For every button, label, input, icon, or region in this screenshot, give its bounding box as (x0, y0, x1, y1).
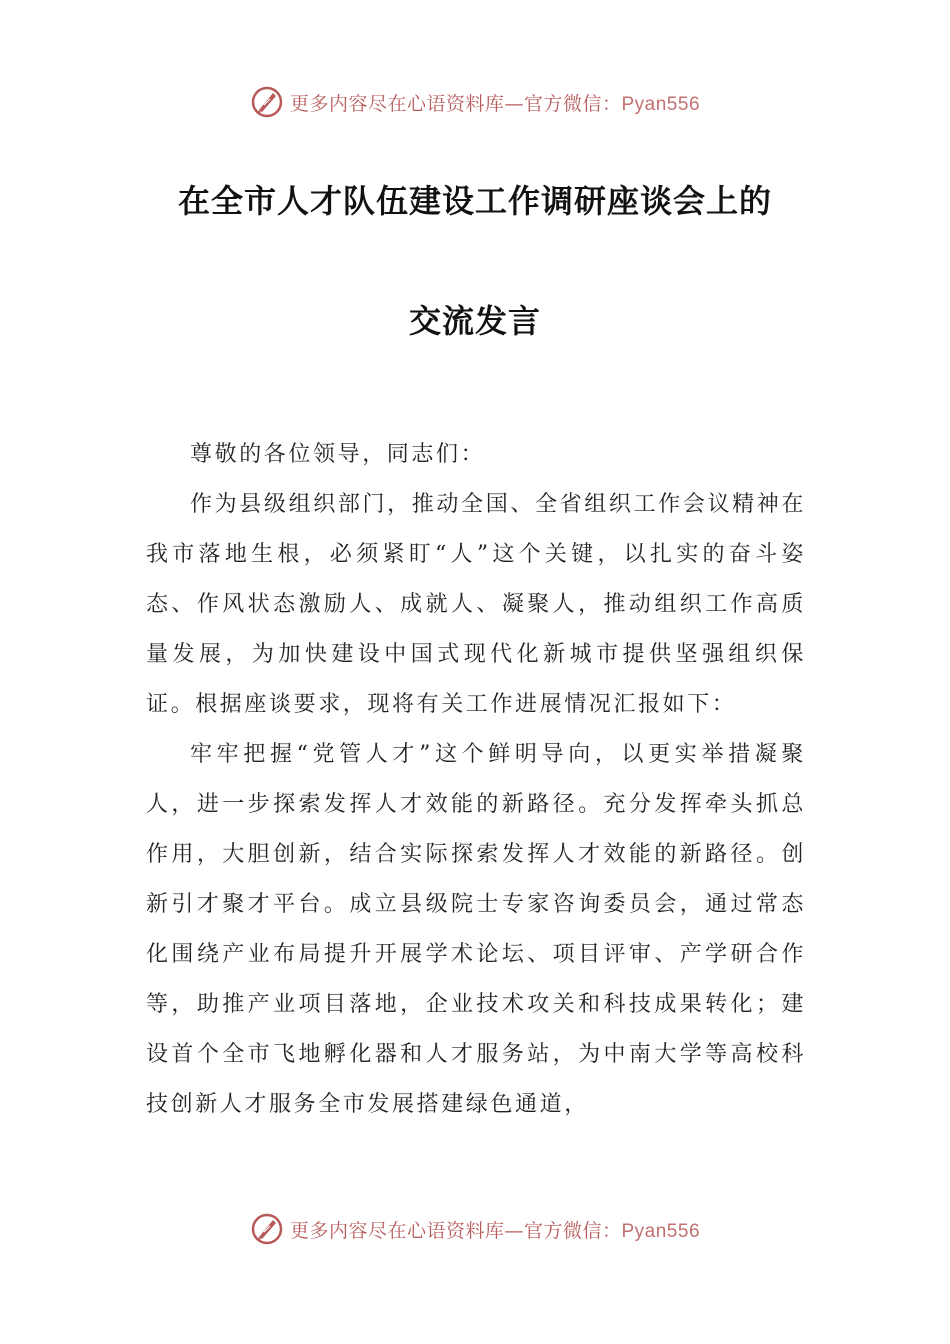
body-paragraph: 作为县级组织部门，推动全国、全省组织工作会议精神在我市落地生根，必须紧盯“人”这个关键，以扎实的奋斗姿态、作风状态激励人、成就人、凝聚人，推动组织工作高质量发展，为加快建设中国式现代化新城市提供坚强组织保证。根据座谈要求，现将有关工作进展情况汇报如下： (146, 492, 806, 717)
watermark-text (290, 89, 700, 116)
document-title-line2: 交流发言 (408, 302, 541, 340)
header-watermark-banner (0, 80, 950, 124)
body-paragraph: 牢牢把握“党管人才”这个鲜明导向，以更实举措凝聚人，进一步探索发挥人才效能的新路径。充分发挥牵头抓总作用，大胆创新，结合实际探索发挥人才效能的新路径。创新引才聚才平台。成立县级院士专家咨询委员会，通过常态化围绕产业布局提升开展学术论坛、项目评审、产学研合作等，助推产业项目落地，企业技术攻关和科技成果转化；建设首个全市飞地孵化器和人才服务站，为中南大学等高校科技创新人才服务全市发展搭建绿色通道， (146, 742, 806, 1117)
salutation-paragraph: 尊敬的各位领导，同志们： (190, 442, 486, 467)
watermark-cn-text: 更多内容尽在心语资料库—官方微信： (289, 92, 622, 115)
document-body (146, 430, 806, 1130)
quill-pen-logo-icon (250, 1212, 284, 1246)
footer-watermark-banner (0, 1207, 950, 1251)
wechat-id: Pyan556 (621, 93, 701, 115)
watermark-text (290, 1216, 700, 1243)
watermark-cn-text: 更多内容尽在心语资料库—官方微信： (289, 1219, 622, 1242)
wechat-id: Pyan556 (621, 1220, 701, 1242)
document-title-line1: 在全市人才队伍建设工作调研座谈会上的 (177, 182, 772, 220)
quill-pen-logo-icon (250, 85, 284, 119)
